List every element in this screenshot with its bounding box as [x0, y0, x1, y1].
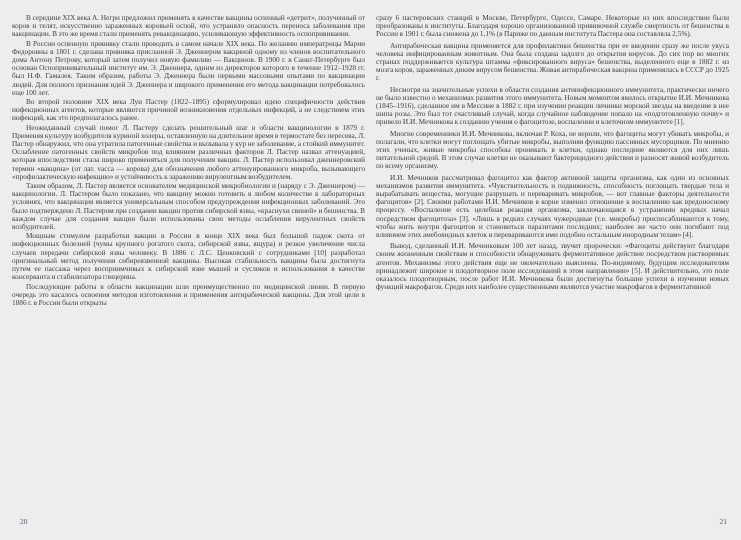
page-left-text: [12, 14, 365, 307]
paragraph: Последующие работы в области вакцинации шли преимущественно по медицинской линии. В первую очередь это касалось освоения методов изготовления и применения антирабической вакцины. Для этой цели в 1886 г. в России были открыты: [12, 281, 365, 307]
paragraph: Вывод, сделанный И.И. Мечниковым 100 лет назад, звучит пророчески: «Фагоциты действуют благодаря своим жизненным свойствам и способности обнаруживать ферментативное действие посредством растворимых агентов. Механизмы этого действия еще не окончательно выяснены. По-видимому, будущим исследователям принадлежит широкое и плодотворное поле исследований в этом направлении» [5]. И действительно, это поле оказалось плодотворным, после работ И.И. Мечникова были достигнуты большие успехи в изучении новых функций макрофагов. Среди них наиболее существенными являются участие макрофагов в ферментативной: [376, 241, 729, 292]
paragraph: Антирабическая вакцина применяется для профилактики бешенства при ее введении сразу же после укуса человека инфицированным животным. Она была создана задолго до открытия вирусов. До сих пор во многих странах поддерживается культура штамма «фиксированного вируса» бешенства, выделенного еще в 1882 г. из мозга коров, зараженных диким вирусом бешенства. Живая антирабическая вакцина применялась в СССР до 1925 г.: [376, 40, 729, 83]
page-number-right: 21: [719, 517, 727, 526]
paragraph: Несмотря на значительные успехи в области создания антиинфекционного иммунитета, практически ничего не было известно о механизмах развития этого иммунитета. Новым моментом явилось открытие И.И. Мечникова (1845–1916), сделанное им в Мессине в 1882 г. при изучении реакции личинки морской звезды на введение в нее шипа розы. Это был тот счастливый случай, когда случайное наблюдение попало на «подготовленную почву» и привело И.И. Мечникова к созданию учения о фагоцитозе, воспалении и клеточном иммунитете [1].: [376, 84, 729, 127]
paragraph: И.И. Мечников рассматривал фагоцитоз как фактор активной защиты организма, как один из основных механизмов развития иммунитета. «Чувствительность и подвижность, способность поглощать твердые тела и вырабатывать вещества, могущие разрушать и переваривать микробов, — вот главные факторы деятельности фагоцитов» [2]. Своими работами И.И. Мечников в корне изменил отношение к воспалению как вредоносному процессу. «Воспаление есть целебная реакция организма, заключающаяся в устранении вредных начал посредством фагоцитоза» [3]. «Лишь в редких случаях чужеродные (т.е. микробы) приспосабливаются к тому, чтобы жить внутри фагоцитов и становиться паразитами последних; наиболее же часто они погибают под влиянием этих амебовидных клеток и перевариваются ими подобно остальным инородным телам» [4].: [376, 172, 729, 240]
page-left: [12, 14, 365, 540]
paragraph: Многие современники И.И. Мечникова, включая Р. Коха, не верили, что фагоциты могут убивать микробы, и полагали, что клетки могут поглощать убитые микробы, выполняя функцию пассивных мусорщиков. По мнению этих ученых, живые микробы способны проникать в клетки, однако последние являются для них лишь питательной средой. В этом случае клетки не оказывают бактерицидного действия и разносят живой возбудитель по всему организму.: [376, 128, 729, 171]
paragraph: В середине XIX века А. Негри предложил применять в качестве вакцины оспенный «детрит», полученный от коров и телят, искусственно зараженных коровьей оспой, что устраняло опасность переноса заболевания при вакцинации. В это же время стали применять ревакцинацию, усиливающую эффективность оспопрививания.: [12, 13, 365, 39]
paragraph: Таким образом, Л. Пастер является основателем медицинской микробиологии и (наряду с Э. Дженнером) — вакцинологии. Л. Пастером было показано, что вакцину можно готовить в любом количестве в лабораторных условиях, что вакцинация является универсальным способом предупреждения инфекционных заболеваний. Это было подтверждено Л. Пастером при создании вакцин против сибирской язвы, «краснухи свиней» и бешенства. В каждом случае для создания вакцин были использованы свои методы ослабления вирулентных свойств возбудителей.: [12, 181, 365, 232]
paragraph: В России оспенную прививку стали проводить в самом начале XIX века. По желанию императрицы Марии Федоровны в 1801 г. сделана прививка присланной Э. Дженнером вакциной одному из членов воспитательного дома Антону Петрову, который затем получил новую фамилию — Вакцинов. В 1900 г. в Санкт-Петербурге был основан Оспопрививательный институт им. Э. Дженнера, одним из директоров которого в течение 1912–1928 гг. был Н.Ф. Гамалея. Таким образом, работы Э. Дженнера были первыми массовыми опытами по вакцинации людей. Для полного признания идей Э. Дженнера и широкого применения его метода вакцинации потребовалось еще 100 лет.: [12, 38, 365, 97]
paragraph: сразу 6 пастеровских станций в Москве, Петербурге, Одессе, Самаре. Некоторые из них впоследствии были преобразованы в институты. Благодаря хорошо организованной прививочной службе смертность от бешенства в России в 1901 г. была снижена до 1,1% (в Париже по данным института Пастера она составляла 2,5%).: [376, 13, 729, 39]
paragraph: Мощным стимулом разработки вакцин в России в конце XIX века был большой падеж скота от инфекционных болезней (чумы крупного рогатого скота, сибирской язвы, ящура) и резкое увеличение числа случаев передачи сибирской язвы человеку. В 1886 г. Л.С. Ценковский с сотрудниками [10] разработал оригинальный метод получения сибиреязвенной вакцины. Высокая стабильность вакцины была достигнута путем ее пассажа через восприимчивых к сибирской язве мышей и сусликов и использования в качестве консерванта и стабилизатора глицерина.: [12, 231, 365, 282]
page-right-text: [376, 14, 729, 292]
page-number-left: 20: [20, 517, 28, 526]
paragraph: Неожиданный случай помог Л. Пастеру сделать решительный шаг в области вакцинологии в 1879 г. Применяя культуру возбудителя куриной холеры, оставленную на длительное время в термостате без пересева, Л. Пастер обнаружил, что она утратила патогенные свойства и вызывала у кур не заболевание, а стойкий иммунитет. Ослабление патогенных свойств микробов под влиянием различных факторов Л. Пастер назвал аттенуацией, которая впоследствии стала широко применяться для получения вакцин. Л. Пастер использовал дженнеровский термин «вакцина» (от лат. vacca — корова) для обозначения любого аттенуированного микроба, вызывающего «профилактическую инфекцию» и устойчивость к заражению вирулентным возбудителем.: [12, 122, 365, 181]
page-right: [376, 14, 729, 540]
paragraph: Во второй половине XIX века Луи Пастер (1822–1895) сформулировал идею специфичности действия инфекционных агентов, которые являются причиной возникновения отдельных инфекций, а не следствием этих инфекций, как это предполагалось ранее.: [12, 97, 365, 123]
